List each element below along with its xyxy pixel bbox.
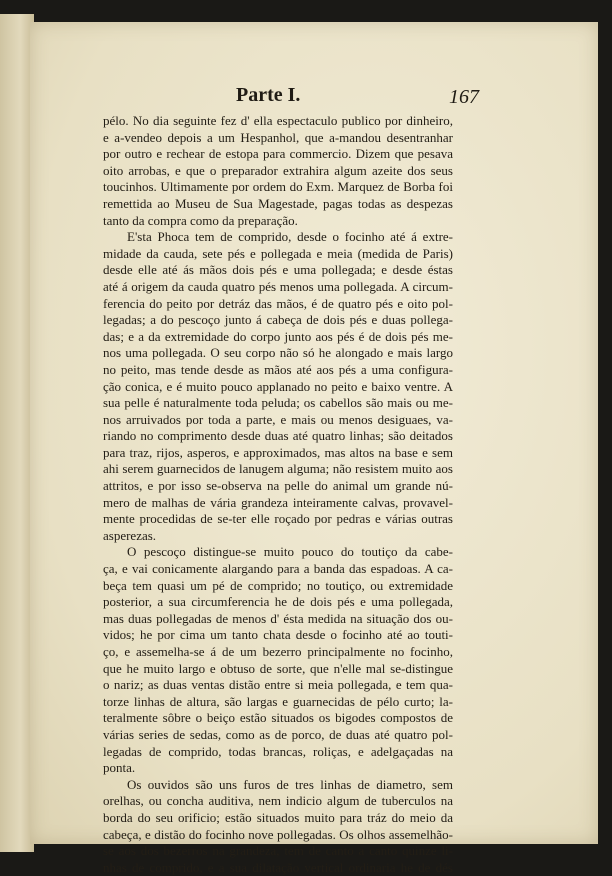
text-line: torze linhas de altura, são largas e guarnecidas de pélo curto; la-: [103, 693, 453, 709]
text-line: ça, e vai conicamente alargando para a banda das espadoas. A ca-: [103, 561, 453, 577]
page-number: 167: [449, 86, 479, 108]
text-line: ferencia do peito por detráz das mãos, é de quatro pés e oito pol-: [103, 295, 453, 311]
text-line: posterior, a sua circumferencia he de dois pés e uma pollegada,: [103, 594, 453, 610]
text-line: tanto da compra como da preparação.: [103, 212, 298, 228]
text-line: oito arrobas, e que o preparador extrahira algum azeite dos seus: [103, 162, 453, 178]
text-line: ção conica, e é muito pouco applanado no peito e baixo ventre. A: [103, 378, 453, 394]
text-line: que he muito largo e obtuso de sorte, que n'elle mal se-distingue: [103, 660, 453, 676]
text-line: ço, e assemelha-se á de um bezerro principalmente no focinho,: [103, 644, 453, 659]
text-line: cabeça, e distão do focinho nove pollegadas. Os olhos assemelhão-: [103, 826, 453, 842]
text-line: orelhas, ou concha auditiva, nem indicio algum de tuberculos na: [103, 793, 453, 809]
text-line: attritos, e por isso se-observa na pelle do animal um grande nú-: [103, 478, 453, 494]
previous-page-edge: [0, 14, 34, 852]
page-header: [236, 84, 480, 108]
text-line: vidos; he por cima um tanto chata desde o focinho até ao touti-: [103, 627, 453, 643]
text-line: das; e a da extremidade do corpo junto aos pés é de dois pés me-: [103, 328, 453, 344]
text-line: remettida ao Museu de Sua Magestade, pagas todas as despezas: [103, 195, 453, 211]
text-line: nos arruivados por toda a parte, e mais ou menos desiguaes, va-: [103, 411, 453, 427]
text-line: várias series de sedas, como as de porco, de duas até quatro pol-: [103, 726, 453, 742]
text-line: e a-vendeo depois a um Hespanhol, que a-mandou desentranhar: [103, 129, 453, 145]
text-line: nos uma pollegada. O seu corpo não só he alongado e mais largo: [103, 345, 453, 361]
text-line: pélo. No dia seguinte fez d' ella espectaculo publico por dinheiro,: [103, 113, 453, 128]
text-line: até á origem da cauda quatro pés menos uma pollegada. A circum-: [103, 278, 453, 294]
text-line: o nariz; as duas ventas distão entre si meia pollegada, e tem qua-: [103, 677, 453, 693]
text-line: legadas; a do pescoço junto á cabeça de dois pés e duas pollega-: [103, 312, 453, 328]
text-line: para traz, rijos, asperos, e approximados, mas altos na base e sem: [103, 444, 453, 460]
text-line: midade da cauda, sete pés e pollegada e meia (medida de Paris): [103, 245, 453, 261]
text-line: ponta.: [103, 760, 136, 776]
text-line: sua pelle é naturalmente toda peluda; os cabellos são mais ou me-: [103, 395, 453, 411]
text-line: se aos dos bezerros na grandeza, tem de canto a canto quinze li-: [103, 843, 453, 859]
text-line: E'sta Phoca tem de comprido, desde o focinho até á extre-: [127, 229, 453, 245]
text-line: O pescoço distingue-se muito pouco do toutiço da cabe-: [127, 544, 453, 560]
text-line: nhas de comprido, e a sua dilatação vertical ordinaria he de dés: [103, 859, 453, 875]
text-line: legadas de comprido, todas brancas, roliças, e adelgaçadas na: [103, 743, 453, 759]
body-text: [103, 113, 453, 876]
text-line: mas duas pollegadas de menos d' ésta medida na situação dos ou-: [103, 610, 453, 626]
text-line: beça tem quasi um pé de comprido; no toutiço, ou extremidade: [103, 577, 453, 593]
text-line: teralmente sôbre o beiço estão situados os bigodes compostos de: [103, 710, 453, 726]
text-line: riando no comprimento desde duas até quatro linhas; são deitados: [103, 428, 453, 444]
text-line: ahi serem guarnecidos de lanugem alguma; não resistem muito aos: [103, 461, 453, 477]
running-head: Parte I.: [236, 84, 301, 106]
text-line: toucinhos. Ultimamente por ordem do Exm. Marquez de Borba foi: [103, 179, 453, 195]
text-line: mente procedidas de se-ter elle roçado por pedras e várias outras: [103, 511, 453, 527]
text-line: no peito, mas tende desde as mãos até aos pés a uma configura-: [103, 361, 453, 377]
text-line: asperezas.: [103, 527, 157, 543]
text-line: borda do seu orificio; estão situados muito para tráz do meio da: [103, 809, 453, 825]
text-line: Os ouvidos são uns furos de tres linhas de diametro, sem: [127, 776, 453, 792]
text-line: mero de malhas de vária grandeza inteiramente calvas, provavel-: [103, 494, 453, 510]
text-line: desde elle até ás mãos dois pés e uma pollegada; e desde éstas: [103, 262, 453, 278]
text-line: por outro e rechear de estopa para commercio. Dizem que pesava: [103, 146, 453, 162]
